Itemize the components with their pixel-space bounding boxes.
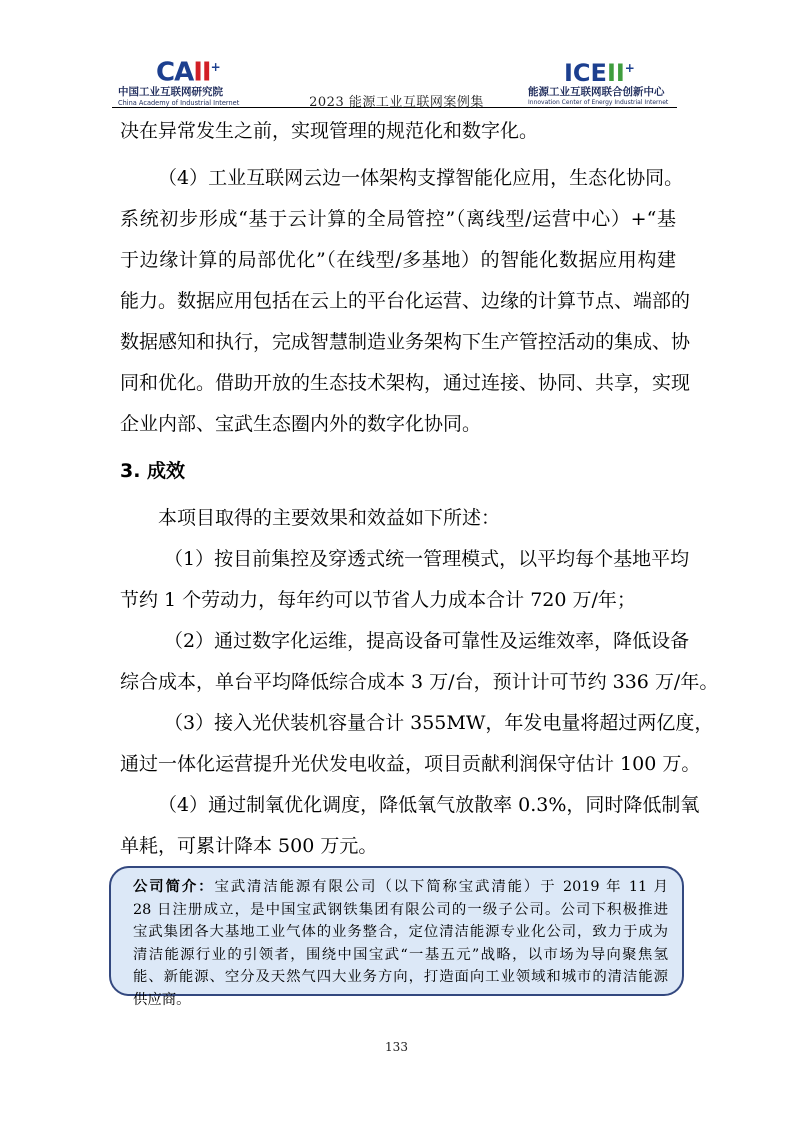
- company-intro-line: 28 日注册成立，是中国宝武钢铁集团有限公司的一级子公司。公司下积极推进: [133, 901, 668, 918]
- body-line: 企业内部、宝武生态圈内外的数字化协同。: [120, 413, 482, 435]
- company-intro-line: 清洁能源行业的引领者，围绕中国宝武“一基五元”战略，以市场为导向聚焦氢: [133, 946, 668, 963]
- results-line: 单耗，可累计降本 500 万元。: [120, 835, 378, 857]
- iceii-logo-mark: ICEII+: [564, 59, 635, 87]
- header-divider: [112, 107, 677, 108]
- page-header: [0, 0, 793, 110]
- caii-logo-mark: CAII+: [156, 57, 220, 88]
- results-line: （1）按目前集控及穿透式统一管理模式，以平均每个基地平均: [164, 548, 690, 570]
- caii-logo-cn: 中国工业互联网研究院: [118, 85, 223, 98]
- page-number: 133: [385, 1040, 408, 1054]
- company-intro-box: [109, 866, 684, 1008]
- results-line: 本项目取得的主要效果和效益如下所述：: [158, 507, 501, 529]
- body-line: （4）工业互联网云边一体架构支撑智能化应用，生态化协同。: [158, 167, 684, 189]
- company-intro-line: 能、新能源、空分及天然气四大业务方向，打造面向工业领域和城市的清洁能源: [133, 969, 668, 985]
- results-line: （4）通过制氧优化调度，降低氧气放散率 0.3%，同时降低制氧: [158, 794, 700, 816]
- body-line: 系统初步形成“基于云计算的全局管控”（离线型/运营中心）+“基: [120, 208, 676, 230]
- iceii-logo-en: Innovation Center of Energy Industrial Internet: [528, 99, 669, 106]
- results-line: 节约 1 个劳动力，每年约可以节省人力成本合计 720 万/年；: [120, 589, 636, 611]
- results-line: （2）通过数字化运维，提高设备可靠性及运维效率，降低设备: [164, 630, 690, 652]
- iceii-logo: [528, 56, 678, 107]
- company-intro-label: 公司简介：: [133, 879, 215, 895]
- company-intro-line: 公司简介：宝武清洁能源有限公司（以下简称宝武清能）于 2019 年 11 月: [133, 879, 668, 895]
- results-line: （3）接入光伏装机容量合计 355MW，年发电量将超过两亿度，: [164, 712, 714, 734]
- body-line: 决在异常发生之前，实现管理的规范化和数字化。: [120, 120, 539, 142]
- results-line: 通过一体化运营提升光伏发电收益，项目贡献利润保守估计 100 万。: [120, 753, 701, 775]
- document-body: [120, 111, 719, 867]
- body-line: 同和优化。借助开放的生态技术架构，通过连接、协同、共享，实现: [120, 372, 691, 394]
- results-line: 综合成本，单台平均降低综合成本 3 万/台，预计计可节约 336 万/年。: [120, 671, 719, 693]
- section-heading: 3. 成效: [120, 460, 186, 482]
- company-intro-line: 宝武集团各大基地工业气体的业务整合，定位清洁能源专业化公司，致力于成为: [133, 924, 668, 940]
- company-intro-line: 供应商。: [133, 991, 191, 1008]
- body-line: 数据感知和执行，完成智慧制造业务架构下生产管控活动的集成、协: [120, 331, 691, 353]
- header-title: 2023 能源工业互联网案例集: [309, 95, 484, 110]
- iceii-logo-cn: 能源工业互联网联合创新中心: [528, 86, 665, 98]
- body-line: 能力。数据应用包括在云上的平台化运营、边缘的计算节点、端部的: [120, 290, 691, 312]
- caii-logo-en: China Academy of Industrial Internet: [118, 98, 240, 107]
- body-line: 于边缘计算的局部优化”（在线型/多基地）的智能化数据应用构建: [120, 249, 676, 271]
